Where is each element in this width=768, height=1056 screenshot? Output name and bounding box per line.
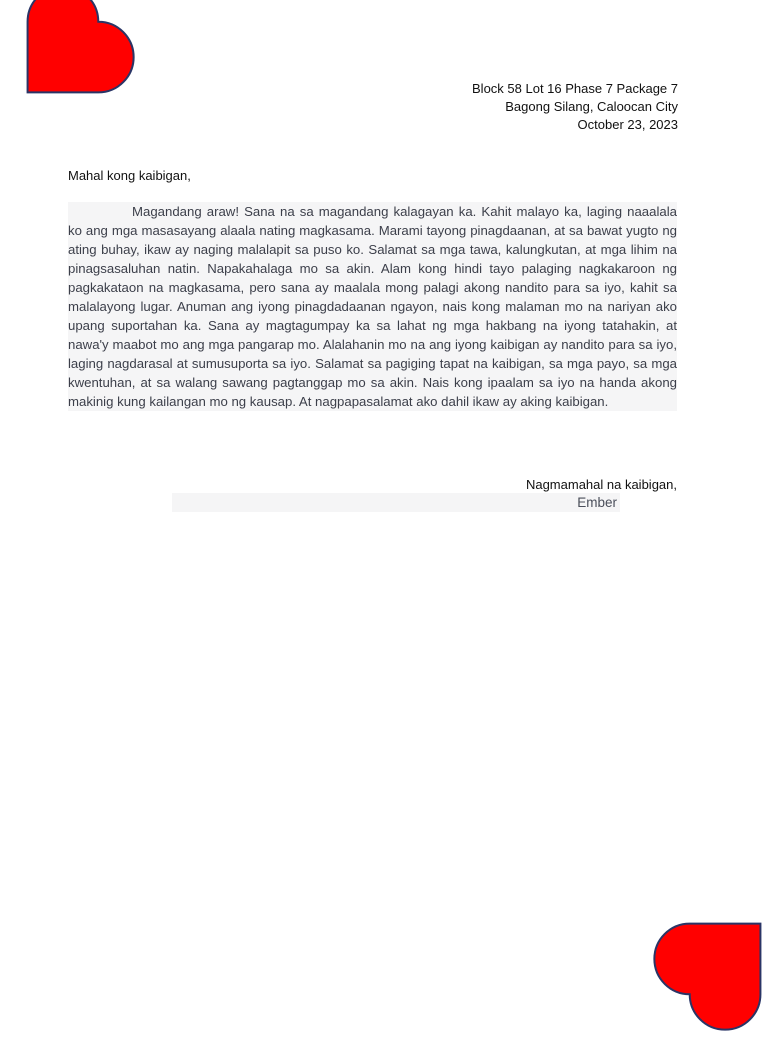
heart-icon (640, 881, 768, 1044)
heart-icon (0, 0, 148, 135)
letter-body: Magandang araw! Sana na sa magandang kalagayan ka. Kahit malayo ka, laging naaalala ko ang mga masasayang alaala nating magkasama. Marami tayong pinagdaanan, at sa bawat yugto ng ating buhay, ikaw ay naging malalapit sa puso ko. Salamat sa mga tawa, kalungkutan, at mga lihim na pinagsasaluhan natin. Napakahalaga mo sa akin. Alam kong hindi tayo palaging nagkakaroon ng pagkakataon na magkasama, pero sana ay maalala mong palagi akong nandito para sa iyo, kahit sa malalayong lugar. Anuman ang iyong pinagdadaanan ngayon, nais kong malaman mo na nariyan ako upang suportahan ka. Sana ay magtagumpay ka sa lahat ng mga hakbang na iyong tatahakin, at nawa'y maabot mo ang mga pangarap mo. Alalahanin mo na ang iyong kaibigan ay nandito para sa iyo, laging nagdarasal at sumusuporta sa iyo. Salamat sa pagiging tapat na kaibigan, sa mga payo, sa mga kwentuhan, at sa walang sawang pagtanggap mo sa akin. Nais kong ipaalam sa iyo na handa akong makinig kung kailangan mo ng kausap. At nagpapasalamat ako dahil ikaw ay aking kaibigan. (68, 204, 677, 409)
heart-decoration-bottom-right (628, 876, 768, 1056)
signature-highlight (172, 493, 620, 512)
salutation: Mahal kong kaibigan, (68, 168, 191, 183)
closing-line: Nagmamahal na kaibigan, (525, 477, 677, 492)
letter-date: October 23, 2023 (577, 117, 678, 132)
address-line-1: Block 58 Lot 16 Phase 7 Package 7 (472, 81, 678, 96)
heart-decoration-top-left (0, 0, 160, 140)
address-line-2: Bagong Silang, Caloocan City (505, 99, 678, 114)
signer-name: Ember (577, 495, 617, 510)
sender-address (472, 80, 678, 134)
